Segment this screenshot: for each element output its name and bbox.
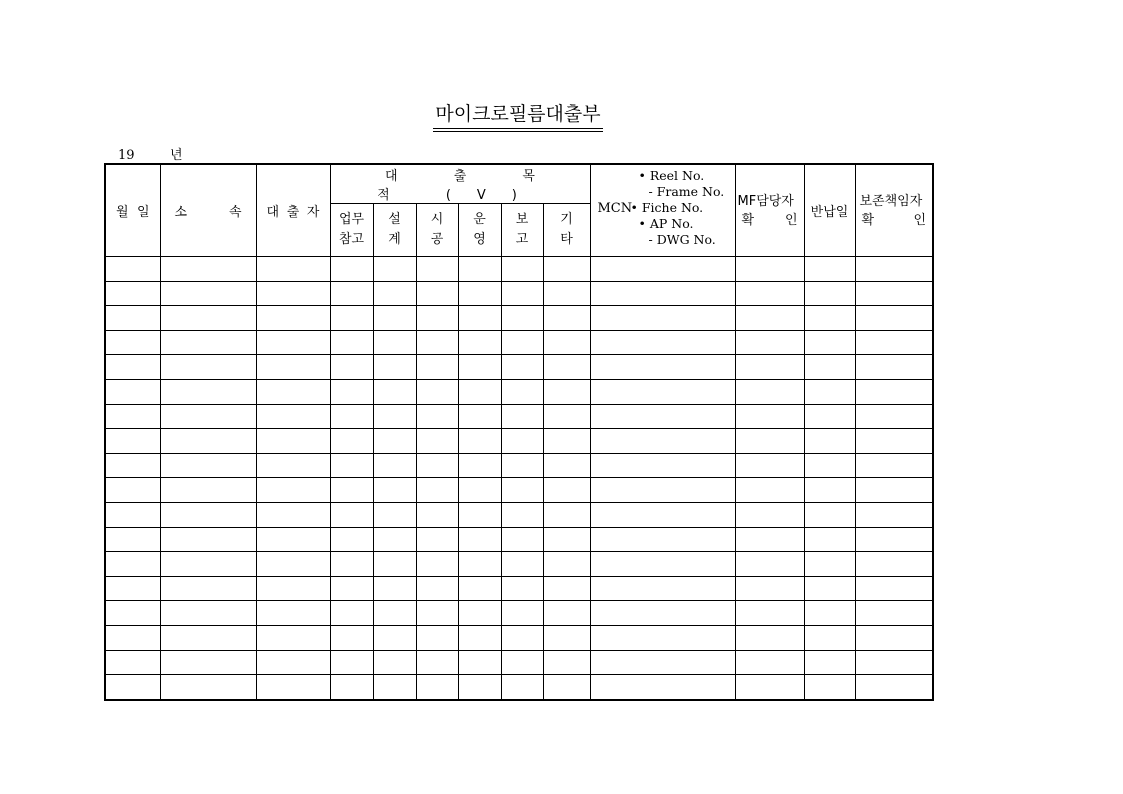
entry-cell[interactable] bbox=[373, 355, 416, 380]
entry-cell[interactable] bbox=[458, 675, 501, 700]
entry-cell[interactable] bbox=[590, 675, 735, 700]
entry-cell[interactable] bbox=[501, 625, 543, 650]
entry-cell[interactable] bbox=[256, 527, 330, 552]
entry-cell[interactable] bbox=[590, 330, 735, 355]
entry-cell[interactable] bbox=[330, 625, 373, 650]
entry-cell[interactable] bbox=[804, 650, 855, 675]
entry-cell[interactable] bbox=[256, 601, 330, 626]
mf-confirm-line2: 확 인 bbox=[741, 212, 798, 228]
entry-cell[interactable] bbox=[501, 576, 543, 601]
entry-cell[interactable] bbox=[855, 257, 933, 282]
entry-cell[interactable] bbox=[458, 453, 501, 478]
ledger-body bbox=[105, 257, 933, 700]
entry-cell[interactable] bbox=[735, 453, 804, 478]
header-mcn bbox=[590, 164, 735, 257]
entry-cell[interactable] bbox=[160, 675, 256, 700]
entry-cell[interactable] bbox=[735, 601, 804, 626]
entry-cell[interactable] bbox=[735, 527, 804, 552]
entry-cell[interactable] bbox=[735, 552, 804, 577]
table-row bbox=[105, 552, 933, 577]
entry-cell[interactable] bbox=[804, 527, 855, 552]
entry-cell[interactable] bbox=[501, 453, 543, 478]
entry-cell[interactable] bbox=[501, 527, 543, 552]
entry-cell[interactable] bbox=[501, 281, 543, 306]
entry-cell[interactable] bbox=[804, 404, 855, 429]
entry-cell[interactable] bbox=[458, 429, 501, 454]
entry-cell[interactable] bbox=[458, 306, 501, 331]
table-row bbox=[105, 527, 933, 552]
entry-cell[interactable] bbox=[330, 478, 373, 503]
table-row bbox=[105, 355, 933, 380]
entry-cell[interactable] bbox=[416, 601, 458, 626]
entry-cell[interactable] bbox=[590, 257, 735, 282]
mcn-item-list bbox=[631, 168, 725, 248]
entry-cell[interactable] bbox=[804, 330, 855, 355]
loan-purpose-label: 대 출 목 적 (V) bbox=[377, 169, 561, 203]
purpose-construction bbox=[416, 204, 458, 257]
entry-cell[interactable] bbox=[458, 281, 501, 306]
table-row bbox=[105, 576, 933, 601]
entry-cell[interactable] bbox=[105, 502, 160, 527]
entry-cell[interactable] bbox=[330, 527, 373, 552]
entry-cell[interactable] bbox=[735, 355, 804, 380]
entry-cell[interactable] bbox=[105, 650, 160, 675]
entry-cell[interactable] bbox=[330, 257, 373, 282]
entry-cell[interactable] bbox=[590, 601, 735, 626]
entry-cell[interactable] bbox=[543, 257, 590, 282]
entry-cell[interactable] bbox=[416, 502, 458, 527]
entry-cell[interactable] bbox=[735, 379, 804, 404]
entry-cell[interactable] bbox=[256, 306, 330, 331]
entry-cell[interactable] bbox=[543, 478, 590, 503]
table-row bbox=[105, 478, 933, 503]
entry-cell[interactable] bbox=[735, 429, 804, 454]
entry-cell[interactable] bbox=[855, 625, 933, 650]
entry-cell[interactable] bbox=[330, 429, 373, 454]
header-return-date: 반납일 bbox=[804, 164, 855, 257]
entry-cell[interactable] bbox=[373, 527, 416, 552]
entry-cell[interactable] bbox=[855, 429, 933, 454]
table-row bbox=[105, 601, 933, 626]
mcn-item: - DWG No. bbox=[648, 232, 716, 247]
entry-cell[interactable] bbox=[330, 650, 373, 675]
year-number: 19 bbox=[118, 148, 135, 163]
entry-cell[interactable] bbox=[501, 478, 543, 503]
entry-cell[interactable] bbox=[735, 625, 804, 650]
entry-cell[interactable] bbox=[256, 625, 330, 650]
entry-cell[interactable] bbox=[458, 650, 501, 675]
entry-cell[interactable] bbox=[105, 257, 160, 282]
entry-cell[interactable] bbox=[416, 379, 458, 404]
header-mf-confirm bbox=[735, 164, 804, 257]
entry-cell[interactable] bbox=[458, 257, 501, 282]
entry-cell[interactable] bbox=[160, 355, 256, 380]
entry-cell[interactable] bbox=[543, 601, 590, 626]
entry-cell[interactable] bbox=[330, 576, 373, 601]
entry-cell[interactable] bbox=[543, 675, 590, 700]
table-row bbox=[105, 650, 933, 675]
entry-cell[interactable] bbox=[543, 281, 590, 306]
entry-cell[interactable] bbox=[160, 257, 256, 282]
entry-cell[interactable] bbox=[735, 502, 804, 527]
entry-cell[interactable] bbox=[458, 404, 501, 429]
entry-cell[interactable] bbox=[590, 502, 735, 527]
entry-cell[interactable] bbox=[543, 625, 590, 650]
entry-cell[interactable] bbox=[105, 576, 160, 601]
entry-cell[interactable] bbox=[330, 502, 373, 527]
entry-cell[interactable] bbox=[458, 552, 501, 577]
entry-cell[interactable] bbox=[543, 355, 590, 380]
entry-cell[interactable] bbox=[160, 527, 256, 552]
entry-cell[interactable] bbox=[105, 355, 160, 380]
entry-cell[interactable] bbox=[416, 306, 458, 331]
entry-cell[interactable] bbox=[458, 527, 501, 552]
entry-cell[interactable] bbox=[458, 330, 501, 355]
entry-cell[interactable] bbox=[590, 429, 735, 454]
entry-cell[interactable] bbox=[543, 404, 590, 429]
entry-cell[interactable] bbox=[590, 404, 735, 429]
entry-cell[interactable] bbox=[855, 330, 933, 355]
entry-cell[interactable] bbox=[416, 576, 458, 601]
entry-cell[interactable] bbox=[373, 453, 416, 478]
entry-cell[interactable] bbox=[590, 281, 735, 306]
entry-cell[interactable] bbox=[330, 552, 373, 577]
entry-cell[interactable] bbox=[256, 355, 330, 380]
entry-cell[interactable] bbox=[855, 355, 933, 380]
entry-cell[interactable] bbox=[330, 379, 373, 404]
entry-cell[interactable] bbox=[543, 453, 590, 478]
entry-cell[interactable] bbox=[256, 379, 330, 404]
header-department: 소 속 bbox=[160, 164, 256, 257]
entry-cell[interactable] bbox=[501, 502, 543, 527]
entry-cell[interactable] bbox=[416, 404, 458, 429]
entry-cell[interactable] bbox=[416, 625, 458, 650]
entry-cell[interactable] bbox=[855, 601, 933, 626]
entry-cell[interactable] bbox=[256, 330, 330, 355]
entry-cell[interactable] bbox=[373, 330, 416, 355]
entry-cell[interactable] bbox=[543, 650, 590, 675]
header-month-day: 월 일 bbox=[105, 164, 160, 257]
entry-cell[interactable] bbox=[105, 306, 160, 331]
purpose-business-ref bbox=[330, 204, 373, 257]
entry-cell[interactable] bbox=[804, 429, 855, 454]
entry-cell[interactable] bbox=[105, 330, 160, 355]
entry-cell[interactable] bbox=[501, 601, 543, 626]
purpose-sub-line2: 타 bbox=[560, 232, 573, 247]
entry-cell[interactable] bbox=[373, 478, 416, 503]
entry-cell[interactable] bbox=[458, 478, 501, 503]
mcn-item: • Fiche No. bbox=[630, 200, 704, 215]
entry-cell[interactable] bbox=[501, 330, 543, 355]
entry-cell[interactable] bbox=[804, 625, 855, 650]
entry-cell[interactable] bbox=[804, 379, 855, 404]
entry-cell[interactable] bbox=[543, 379, 590, 404]
entry-cell[interactable] bbox=[855, 502, 933, 527]
entry-cell[interactable] bbox=[590, 355, 735, 380]
entry-cell[interactable] bbox=[160, 650, 256, 675]
entry-cell[interactable] bbox=[373, 429, 416, 454]
entry-cell[interactable] bbox=[160, 379, 256, 404]
table-row bbox=[105, 330, 933, 355]
entry-cell[interactable] bbox=[855, 453, 933, 478]
entry-cell[interactable] bbox=[804, 675, 855, 700]
entry-cell[interactable] bbox=[590, 552, 735, 577]
purpose-sub-line1: 업무 bbox=[338, 212, 365, 227]
purpose-sub-line1: 기 bbox=[560, 212, 573, 227]
entry-cell[interactable] bbox=[105, 478, 160, 503]
entry-cell[interactable] bbox=[160, 404, 256, 429]
entry-cell[interactable] bbox=[458, 379, 501, 404]
entry-cell[interactable] bbox=[160, 330, 256, 355]
entry-cell[interactable] bbox=[373, 625, 416, 650]
entry-cell[interactable] bbox=[855, 281, 933, 306]
purpose-sub-line2: 계 bbox=[388, 232, 401, 247]
entry-cell[interactable] bbox=[160, 281, 256, 306]
entry-cell[interactable] bbox=[543, 502, 590, 527]
entry-cell[interactable] bbox=[735, 650, 804, 675]
entry-cell[interactable] bbox=[855, 404, 933, 429]
entry-cell[interactable] bbox=[330, 601, 373, 626]
entry-cell[interactable] bbox=[501, 552, 543, 577]
entry-cell[interactable] bbox=[256, 502, 330, 527]
entry-cell[interactable] bbox=[105, 625, 160, 650]
entry-cell[interactable] bbox=[256, 257, 330, 282]
entry-cell[interactable] bbox=[590, 650, 735, 675]
entry-cell[interactable] bbox=[543, 429, 590, 454]
entry-cell[interactable] bbox=[855, 527, 933, 552]
entry-cell[interactable] bbox=[330, 453, 373, 478]
loan-ledger-table bbox=[104, 163, 934, 701]
purpose-sub-line2: 영 bbox=[473, 232, 486, 247]
entry-cell[interactable] bbox=[501, 429, 543, 454]
entry-cell[interactable] bbox=[256, 552, 330, 577]
entry-cell[interactable] bbox=[105, 429, 160, 454]
entry-cell[interactable] bbox=[543, 552, 590, 577]
entry-cell[interactable] bbox=[105, 601, 160, 626]
entry-cell[interactable] bbox=[855, 650, 933, 675]
table-row bbox=[105, 429, 933, 454]
purpose-sub-line1: 시 bbox=[430, 212, 444, 227]
entry-cell[interactable] bbox=[458, 355, 501, 380]
entry-cell[interactable] bbox=[416, 257, 458, 282]
entry-cell[interactable] bbox=[330, 306, 373, 331]
purpose-sub-line2: 참고 bbox=[338, 232, 365, 247]
mf-confirm-line1: MF담당자 bbox=[737, 193, 794, 209]
purpose-sub-line1: 보 bbox=[515, 212, 529, 227]
entry-cell[interactable] bbox=[735, 404, 804, 429]
entry-cell[interactable] bbox=[804, 478, 855, 503]
entry-cell[interactable] bbox=[855, 478, 933, 503]
entry-cell[interactable] bbox=[416, 429, 458, 454]
entry-cell[interactable] bbox=[501, 355, 543, 380]
entry-cell[interactable] bbox=[501, 404, 543, 429]
entry-cell[interactable] bbox=[735, 675, 804, 700]
year-line bbox=[118, 144, 183, 163]
entry-cell[interactable] bbox=[256, 675, 330, 700]
entry-cell[interactable] bbox=[590, 527, 735, 552]
table-row bbox=[105, 379, 933, 404]
entry-cell[interactable] bbox=[804, 576, 855, 601]
entry-cell[interactable] bbox=[804, 281, 855, 306]
mcn-item: • AP No. bbox=[638, 216, 694, 231]
entry-cell[interactable] bbox=[416, 330, 458, 355]
purpose-sub-line2: 공 bbox=[430, 232, 444, 247]
purpose-other bbox=[543, 204, 590, 257]
entry-cell[interactable] bbox=[160, 552, 256, 577]
entry-cell[interactable] bbox=[590, 576, 735, 601]
entry-cell[interactable] bbox=[590, 478, 735, 503]
purpose-design bbox=[373, 204, 416, 257]
entry-cell[interactable] bbox=[160, 576, 256, 601]
entry-cell[interactable] bbox=[256, 404, 330, 429]
entry-cell[interactable] bbox=[416, 650, 458, 675]
entry-cell[interactable] bbox=[256, 576, 330, 601]
entry-cell[interactable] bbox=[804, 601, 855, 626]
entry-cell[interactable] bbox=[855, 379, 933, 404]
entry-cell[interactable] bbox=[330, 355, 373, 380]
purpose-sub-line1: 설 bbox=[388, 212, 401, 227]
entry-cell[interactable] bbox=[590, 306, 735, 331]
entry-cell[interactable] bbox=[330, 675, 373, 700]
entry-cell[interactable] bbox=[373, 379, 416, 404]
table-row bbox=[105, 404, 933, 429]
entry-cell[interactable] bbox=[416, 552, 458, 577]
entry-cell[interactable] bbox=[543, 527, 590, 552]
entry-cell[interactable] bbox=[804, 453, 855, 478]
entry-cell[interactable] bbox=[855, 306, 933, 331]
entry-cell[interactable] bbox=[855, 552, 933, 577]
entry-cell[interactable] bbox=[458, 601, 501, 626]
header-row-1 bbox=[105, 164, 933, 204]
entry-cell[interactable] bbox=[804, 552, 855, 577]
entry-cell[interactable] bbox=[804, 306, 855, 331]
entry-cell[interactable] bbox=[416, 478, 458, 503]
purpose-sub-line2: 고 bbox=[515, 232, 529, 247]
entry-cell[interactable] bbox=[501, 257, 543, 282]
table-row bbox=[105, 281, 933, 306]
entry-cell[interactable] bbox=[416, 453, 458, 478]
keeper-confirm-line2: 확 인 bbox=[861, 212, 926, 228]
entry-cell[interactable] bbox=[256, 478, 330, 503]
title-wrap bbox=[0, 103, 1036, 132]
entry-cell[interactable] bbox=[501, 675, 543, 700]
entry-cell[interactable] bbox=[105, 527, 160, 552]
entry-cell[interactable] bbox=[416, 527, 458, 552]
purpose-operation bbox=[458, 204, 501, 257]
mcn-label: MCN bbox=[597, 201, 633, 216]
entry-cell[interactable] bbox=[105, 675, 160, 700]
entry-cell[interactable] bbox=[855, 675, 933, 700]
table-row bbox=[105, 502, 933, 527]
year-unit: 년 bbox=[170, 148, 183, 163]
entry-cell[interactable] bbox=[373, 576, 416, 601]
entry-cell[interactable] bbox=[160, 478, 256, 503]
entry-cell[interactable] bbox=[373, 404, 416, 429]
table-row bbox=[105, 306, 933, 331]
entry-cell[interactable] bbox=[330, 281, 373, 306]
entry-cell[interactable] bbox=[373, 552, 416, 577]
entry-cell[interactable] bbox=[105, 552, 160, 577]
header-borrower: 대 출 자 bbox=[256, 164, 330, 257]
entry-cell[interactable] bbox=[501, 306, 543, 331]
keeper-confirm-line1: 보존책임자 bbox=[859, 193, 923, 209]
table-row bbox=[105, 675, 933, 700]
entry-cell[interactable] bbox=[330, 330, 373, 355]
entry-cell[interactable] bbox=[590, 379, 735, 404]
entry-cell[interactable] bbox=[105, 281, 160, 306]
entry-cell[interactable] bbox=[373, 306, 416, 331]
document-title: 마이크로필름대출부 bbox=[433, 103, 602, 132]
entry-cell[interactable] bbox=[543, 306, 590, 331]
header-loan-purpose bbox=[330, 164, 590, 204]
entry-cell[interactable] bbox=[855, 576, 933, 601]
entry-cell[interactable] bbox=[373, 675, 416, 700]
entry-cell[interactable] bbox=[543, 330, 590, 355]
entry-cell[interactable] bbox=[804, 257, 855, 282]
entry-cell[interactable] bbox=[330, 404, 373, 429]
entry-cell[interactable] bbox=[735, 330, 804, 355]
entry-cell[interactable] bbox=[543, 576, 590, 601]
entry-cell[interactable] bbox=[501, 650, 543, 675]
entry-cell[interactable] bbox=[416, 355, 458, 380]
entry-cell[interactable] bbox=[416, 675, 458, 700]
entry-cell[interactable] bbox=[160, 306, 256, 331]
entry-cell[interactable] bbox=[160, 429, 256, 454]
entry-cell[interactable] bbox=[590, 453, 735, 478]
entry-cell[interactable] bbox=[501, 379, 543, 404]
table-row bbox=[105, 453, 933, 478]
entry-cell[interactable] bbox=[256, 453, 330, 478]
entry-cell[interactable] bbox=[105, 404, 160, 429]
entry-cell[interactable] bbox=[416, 281, 458, 306]
entry-cell[interactable] bbox=[458, 502, 501, 527]
entry-cell[interactable] bbox=[160, 453, 256, 478]
purpose-sub-line1: 운 bbox=[473, 212, 486, 227]
entry-cell[interactable] bbox=[160, 502, 256, 527]
entry-cell[interactable] bbox=[373, 257, 416, 282]
entry-cell[interactable] bbox=[590, 625, 735, 650]
entry-cell[interactable] bbox=[735, 281, 804, 306]
header-keeper-confirm bbox=[855, 164, 933, 257]
entry-cell[interactable] bbox=[256, 650, 330, 675]
entry-cell[interactable] bbox=[105, 453, 160, 478]
entry-cell[interactable] bbox=[373, 502, 416, 527]
entry-cell[interactable] bbox=[160, 601, 256, 626]
entry-cell[interactable] bbox=[256, 429, 330, 454]
entry-cell[interactable] bbox=[735, 257, 804, 282]
entry-cell[interactable] bbox=[160, 625, 256, 650]
entry-cell[interactable] bbox=[735, 478, 804, 503]
purpose-report bbox=[501, 204, 543, 257]
table-row bbox=[105, 625, 933, 650]
mcn-item: - Frame No. bbox=[648, 184, 725, 199]
entry-cell[interactable] bbox=[458, 625, 501, 650]
entry-cell[interactable] bbox=[735, 306, 804, 331]
entry-cell[interactable] bbox=[373, 601, 416, 626]
entry-cell[interactable] bbox=[373, 650, 416, 675]
entry-cell[interactable] bbox=[804, 355, 855, 380]
entry-cell[interactable] bbox=[458, 576, 501, 601]
entry-cell[interactable] bbox=[373, 281, 416, 306]
entry-cell[interactable] bbox=[735, 576, 804, 601]
entry-cell[interactable] bbox=[256, 281, 330, 306]
mcn-item: • Reel No. bbox=[638, 168, 705, 183]
table-row bbox=[105, 257, 933, 282]
entry-cell[interactable] bbox=[105, 379, 160, 404]
entry-cell[interactable] bbox=[804, 502, 855, 527]
